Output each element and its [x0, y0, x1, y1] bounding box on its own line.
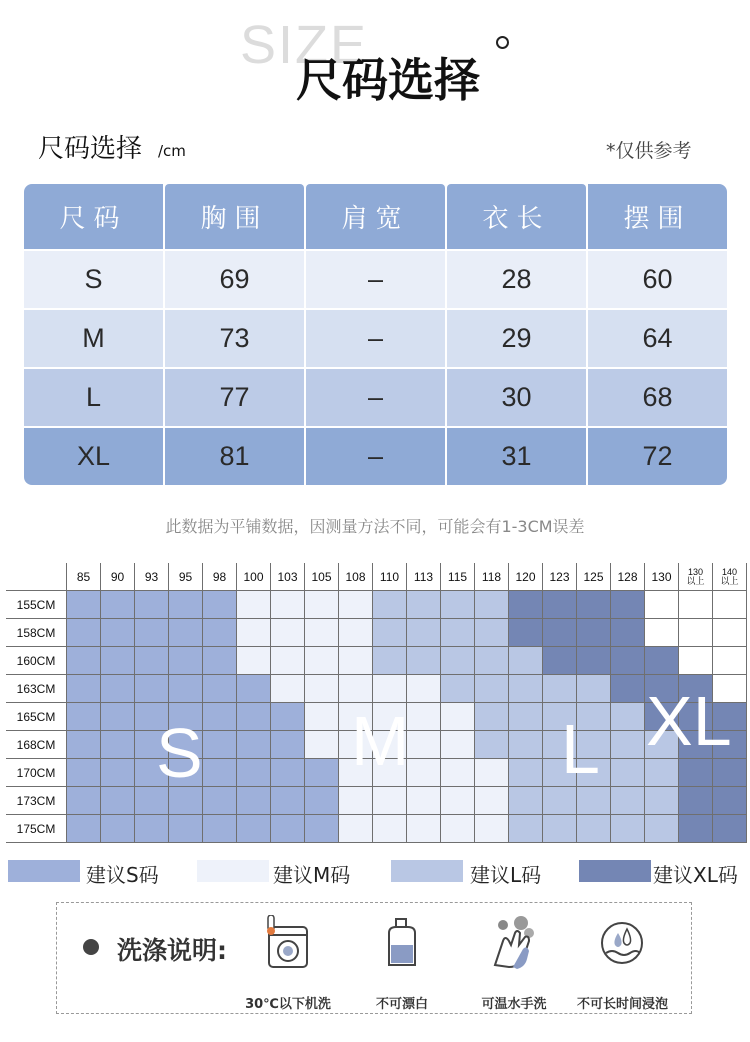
- grid-cell: [67, 591, 101, 619]
- grid-cell: [407, 591, 441, 619]
- grid-cell: [169, 675, 203, 703]
- table-cell: 64: [588, 310, 727, 367]
- reference-note: *仅供参考: [606, 140, 692, 162]
- grid-cell: [237, 591, 271, 619]
- table-cell: 28: [447, 251, 586, 308]
- table-cell: 30: [447, 369, 586, 426]
- grid-cell: [135, 815, 169, 843]
- grid-cell: [611, 591, 645, 619]
- grid-cell: [441, 647, 475, 675]
- grid-cell: [67, 619, 101, 647]
- legend-swatch: [8, 860, 80, 882]
- hand-wash-icon: [489, 915, 539, 971]
- grid-cell: [373, 619, 407, 647]
- care-item-hand-wash: [469, 915, 559, 1012]
- grid-cell: [611, 703, 645, 731]
- table-cell: 29: [447, 310, 586, 367]
- grid-cell: [407, 619, 441, 647]
- grid-column-header: 85: [67, 563, 101, 591]
- bullet-icon: [83, 939, 99, 955]
- grid-column-header: 105: [305, 563, 339, 591]
- table-cell: 60: [588, 251, 727, 308]
- grid-cell: [679, 591, 713, 619]
- grid-cell: [271, 815, 305, 843]
- legend-swatch: [197, 860, 269, 882]
- grid-cell: [475, 759, 509, 787]
- grid-cell: [271, 619, 305, 647]
- page-title: 尺码选择: [296, 53, 480, 107]
- grid-cell: [611, 759, 645, 787]
- header-en-watermark: SIZE: [240, 15, 369, 75]
- grid-cell: [271, 703, 305, 731]
- grid-row-header: 160CM: [6, 647, 67, 675]
- grid-cell: [543, 591, 577, 619]
- no-soak-icon: [597, 915, 647, 971]
- grid-column-header: 103: [271, 563, 305, 591]
- grid-cell: [645, 647, 679, 675]
- grid-cell: [373, 675, 407, 703]
- grid-cell: [475, 647, 509, 675]
- grid-cell: [441, 759, 475, 787]
- grid-cell: [441, 703, 475, 731]
- grid-cell: [645, 759, 679, 787]
- legend-swatch: [579, 860, 651, 882]
- grid-cell: [237, 647, 271, 675]
- grid-cell: [543, 675, 577, 703]
- grid-cell: [305, 759, 339, 787]
- grid-row-header: 158CM: [6, 619, 67, 647]
- grid-cell: [713, 647, 747, 675]
- grid-column-header: 140 以上: [713, 563, 747, 591]
- grid-cell: [203, 731, 237, 759]
- grid-cell: [543, 619, 577, 647]
- grid-cell: [101, 591, 135, 619]
- care-label: 可温水手洗: [481, 997, 547, 1012]
- grid-cell: [271, 647, 305, 675]
- grid-cell: [373, 591, 407, 619]
- section-title: 尺码选择: [38, 134, 143, 164]
- grid-cell: [611, 787, 645, 815]
- grid-cell: [305, 703, 339, 731]
- grid-cell: [713, 591, 747, 619]
- grid-column-header: 130 以上: [679, 563, 713, 591]
- grid-cell: [237, 759, 271, 787]
- table-header-cell: 衣长: [447, 184, 586, 249]
- grid-cell: [577, 787, 611, 815]
- grid-cell: [441, 815, 475, 843]
- grid-column-header: 95: [169, 563, 203, 591]
- grid-cell: [67, 787, 101, 815]
- table-cell: 69: [165, 251, 304, 308]
- size-zone-label: XL: [646, 682, 732, 760]
- grid-cell: [305, 591, 339, 619]
- grid-cell: [475, 787, 509, 815]
- measurement-note: 此数据为平铺数据，因测量方法不同，可能会有1-3CM误差: [165, 517, 585, 536]
- size-zone-label: L: [561, 710, 600, 788]
- grid-cell: [475, 703, 509, 731]
- grid-cell: [441, 787, 475, 815]
- care-label: 不可长时间浸泡: [577, 997, 669, 1012]
- grid-column-header: 90: [101, 563, 135, 591]
- legend-label: 建议XL码: [653, 863, 738, 887]
- grid-cell: [101, 815, 135, 843]
- grid-row-header: 165CM: [6, 703, 67, 731]
- grid-cell: [441, 731, 475, 759]
- grid-cell: [679, 815, 713, 843]
- size-zone-label: M: [351, 702, 410, 780]
- grid-cell: [475, 619, 509, 647]
- grid-cell: [203, 759, 237, 787]
- grid-cell: [509, 787, 543, 815]
- care-title: 洗涤说明:: [117, 936, 227, 965]
- grid-cell: [237, 731, 271, 759]
- grid-column-header: 108: [339, 563, 373, 591]
- grid-cell: [407, 703, 441, 731]
- grid-row-header: 163CM: [6, 675, 67, 703]
- grid-cell: [67, 759, 101, 787]
- grid-cell: [645, 591, 679, 619]
- grid-column-header: 118: [475, 563, 509, 591]
- grid-cell: [101, 675, 135, 703]
- grid-cell: [611, 815, 645, 843]
- care-item-machine-wash: [243, 915, 333, 1012]
- grid-cell: [577, 815, 611, 843]
- grid-cell: [679, 619, 713, 647]
- grid-cell: [271, 787, 305, 815]
- grid-cell: [645, 815, 679, 843]
- grid-column-header: 113: [407, 563, 441, 591]
- grid-cell: [475, 675, 509, 703]
- grid-cell: [441, 619, 475, 647]
- grid-cell: [407, 675, 441, 703]
- grid-column-header: 123: [543, 563, 577, 591]
- grid-cell: [509, 647, 543, 675]
- grid-cell: [169, 591, 203, 619]
- grid-cell: [713, 815, 747, 843]
- grid-cell: [203, 591, 237, 619]
- grid-cell: [67, 675, 101, 703]
- grid-cell: [339, 787, 373, 815]
- grid-cell: [509, 815, 543, 843]
- legend-label: 建议L码: [470, 863, 542, 887]
- grid-cell: [373, 787, 407, 815]
- grid-cell: [237, 787, 271, 815]
- grid-cell: [169, 815, 203, 843]
- grid-cell: [101, 787, 135, 815]
- grid-column-header: 115: [441, 563, 475, 591]
- grid-column-header: 125: [577, 563, 611, 591]
- grid-cell: [475, 591, 509, 619]
- legend-label: 建议M码: [273, 863, 351, 887]
- grid-cell: [67, 815, 101, 843]
- table-cell: XL: [24, 428, 163, 485]
- table-cell: –: [306, 310, 445, 367]
- grid-cell: [577, 619, 611, 647]
- grid-cell: [271, 675, 305, 703]
- grid-cell: [305, 815, 339, 843]
- grid-cell: [509, 675, 543, 703]
- unit-label: /cm: [158, 142, 186, 160]
- grid-cell: [339, 591, 373, 619]
- table-cell: L: [24, 369, 163, 426]
- grid-cell: [441, 591, 475, 619]
- grid-cell: [679, 759, 713, 787]
- grid-cell: [67, 731, 101, 759]
- grid-cell: [67, 703, 101, 731]
- size-zone-label: S: [156, 714, 203, 792]
- grid-cell: [135, 675, 169, 703]
- grid-cell: [577, 591, 611, 619]
- care-label: 不可漂白: [375, 997, 428, 1012]
- grid-cell: [203, 647, 237, 675]
- grid-cell: [339, 815, 373, 843]
- care-item-no-bleach: [357, 915, 447, 1012]
- grid-cell: [407, 731, 441, 759]
- grid-cell: [373, 815, 407, 843]
- grid-cell: [203, 787, 237, 815]
- grid-cell: [407, 759, 441, 787]
- grid-column-header: 93: [135, 563, 169, 591]
- table-cell: –: [306, 369, 445, 426]
- grid-cell: [611, 647, 645, 675]
- grid-cell: [271, 591, 305, 619]
- grid-cell: [543, 787, 577, 815]
- grid-cell: [237, 703, 271, 731]
- table-cell: S: [24, 251, 163, 308]
- table-header-cell: 摆围: [588, 184, 727, 249]
- grid-column-header: 100: [237, 563, 271, 591]
- table-cell: 68: [588, 369, 727, 426]
- grid-cell: [271, 731, 305, 759]
- grid-row-header: 155CM: [6, 591, 67, 619]
- legend-label: 建议S码: [86, 863, 159, 887]
- grid-row-header: 168CM: [6, 731, 67, 759]
- grid-cell: [237, 619, 271, 647]
- grid-cell: [543, 815, 577, 843]
- grid-cell: [339, 619, 373, 647]
- grid-cell: [203, 619, 237, 647]
- grid-cell: [237, 675, 271, 703]
- grid-cell: [645, 619, 679, 647]
- table-cell: 81: [165, 428, 304, 485]
- grid-cell: [305, 731, 339, 759]
- grid-cell: [169, 619, 203, 647]
- grid-cell: [577, 647, 611, 675]
- grid-cell: [577, 675, 611, 703]
- grid-cell: [373, 647, 407, 675]
- grid-cell: [407, 815, 441, 843]
- legend-swatch: [391, 860, 463, 882]
- care-item-no-soak: [577, 915, 667, 1012]
- care-instructions: [56, 902, 692, 1014]
- care-label: 30℃以下机洗: [245, 997, 331, 1012]
- table-cell: 31: [447, 428, 586, 485]
- grid-cell: [67, 647, 101, 675]
- grid-column-header: 110: [373, 563, 407, 591]
- grid-row-header: 170CM: [6, 759, 67, 787]
- grid-cell: [509, 759, 543, 787]
- grid-cell: [305, 675, 339, 703]
- grid-cell: [611, 675, 645, 703]
- grid-cell: [203, 815, 237, 843]
- table-cell: 72: [588, 428, 727, 485]
- title-dot-decoration: [496, 36, 509, 49]
- table-header-cell: 肩宽: [306, 184, 445, 249]
- grid-cell: [101, 619, 135, 647]
- grid-cell: [475, 815, 509, 843]
- table-cell: 73: [165, 310, 304, 367]
- washing-machine-icon: [263, 915, 313, 971]
- table-cell: 77: [165, 369, 304, 426]
- grid-cell: [101, 731, 135, 759]
- table-header-cell: 尺码: [24, 184, 163, 249]
- grid-cell: [339, 647, 373, 675]
- grid-cell: [305, 647, 339, 675]
- grid-cell: [713, 619, 747, 647]
- grid-cell: [339, 675, 373, 703]
- table-header-cell: 胸围: [165, 184, 304, 249]
- grid-cell: [101, 703, 135, 731]
- grid-cell: [305, 787, 339, 815]
- grid-cell: [679, 647, 713, 675]
- grid-cell: [169, 647, 203, 675]
- grid-column-header: 128: [611, 563, 645, 591]
- grid-corner-cell: [6, 563, 67, 591]
- grid-cell: [101, 759, 135, 787]
- grid-cell: [135, 591, 169, 619]
- grid-cell: [543, 647, 577, 675]
- grid-cell: [305, 619, 339, 647]
- table-cell: –: [306, 251, 445, 308]
- grid-cell: [475, 731, 509, 759]
- grid-cell: [713, 787, 747, 815]
- grid-row-header: 175CM: [6, 815, 67, 843]
- grid-column-header: 120: [509, 563, 543, 591]
- grid-cell: [203, 675, 237, 703]
- grid-column-header: 130: [645, 563, 679, 591]
- grid-cell: [645, 787, 679, 815]
- grid-column-header: 98: [203, 563, 237, 591]
- grid-cell: [135, 619, 169, 647]
- table-cell: –: [306, 428, 445, 485]
- grid-cell: [509, 619, 543, 647]
- grid-cell: [509, 731, 543, 759]
- grid-cell: [509, 591, 543, 619]
- grid-cell: [271, 759, 305, 787]
- grid-cell: [509, 703, 543, 731]
- grid-cell: [203, 703, 237, 731]
- table-cell: M: [24, 310, 163, 367]
- grid-cell: [237, 815, 271, 843]
- grid-cell: [441, 675, 475, 703]
- grid-cell: [407, 787, 441, 815]
- grid-cell: [135, 647, 169, 675]
- grid-cell: [679, 787, 713, 815]
- grid-cell: [713, 759, 747, 787]
- no-bleach-bottle-icon: [377, 915, 427, 971]
- grid-row-header: 173CM: [6, 787, 67, 815]
- grid-cell: [407, 647, 441, 675]
- grid-cell: [611, 619, 645, 647]
- grid-cell: [611, 731, 645, 759]
- grid-cell: [101, 647, 135, 675]
